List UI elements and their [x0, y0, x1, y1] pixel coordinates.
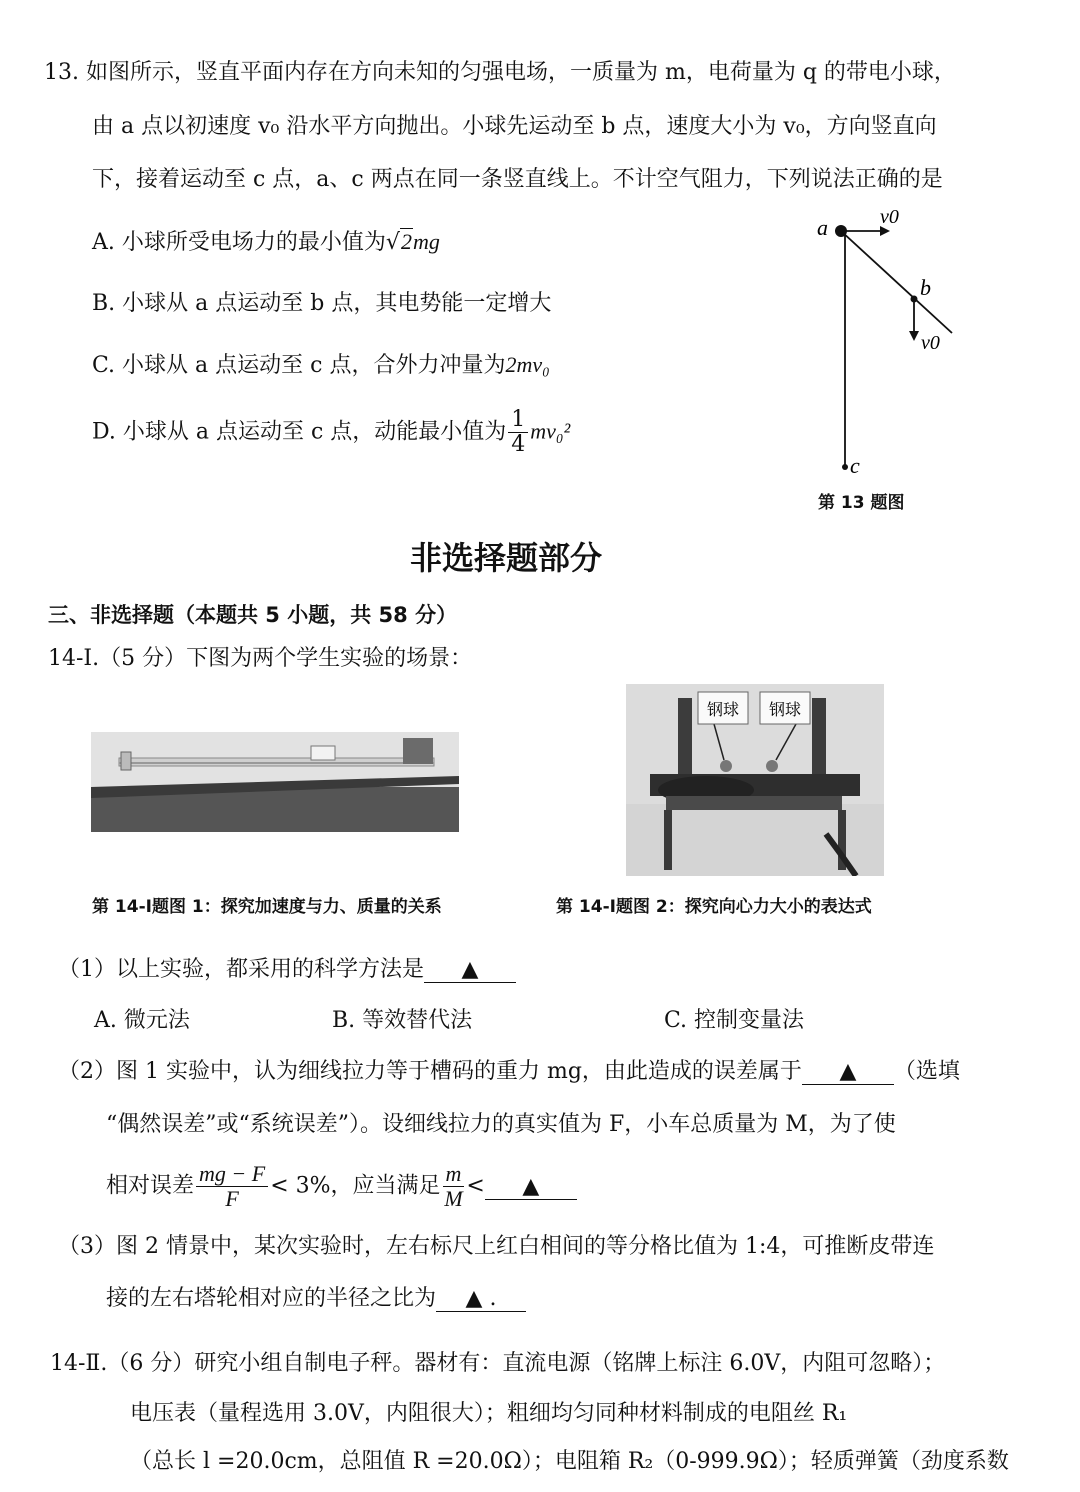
q13-number: 13.: [44, 60, 79, 85]
label-b: b: [920, 275, 931, 300]
q14-1-part3-line1: （3）图 2 情景中，某次实验时，左右标尺上红白相间的等分格比值为 1:4，可推断皮带连: [58, 1234, 935, 1259]
label-v0-vertical: v0: [921, 332, 940, 354]
q13-figure: [800, 195, 980, 475]
q13-option-c[interactable]: C. 小球从 a 点运动至 c 点，合外力冲量为2mv₀: [92, 352, 550, 378]
q14-2-line2: 电压表（量程选用 3.0V，内阻很大）；粗细均匀同种材料制成的电阻丝 R₁: [130, 1401, 848, 1426]
answer-blank[interactable]: ▲: [424, 958, 516, 983]
q13-text-line3: 下，接着运动至 c 点，a、c 两点在同一条竖直线上。不计空气阻力，下列说法正确的是: [92, 167, 943, 192]
q13-figure-caption: 第 13 题图: [818, 493, 905, 513]
q14-2-line3: （总长 l =20.0cm，总阻值 R =20.0Ω）；电阻箱 R₂（0-999.9Ω）；轻质弹簧（劲度系数: [130, 1449, 1009, 1474]
q13-option-d[interactable]: D. 小球从 a 点运动至 c 点，动能最小值为 $\frac{1}{4}$ mv₀²: [92, 407, 571, 457]
section-subtitle: 三、非选择题（本题共 5 小题，共 58 分）: [48, 603, 458, 627]
choice-c[interactable]: C. 控制变量法: [664, 1008, 805, 1033]
choice-a[interactable]: A. 微元法: [94, 1008, 190, 1033]
q14-1-part1: （1）以上实验，都采用的科学方法是 ▲: [58, 955, 516, 985]
q13-option-b[interactable]: B. 小球从 a 点运动至 b 点，其电势能一定增大: [92, 291, 552, 316]
label-steel-ball-right: 钢球: [768, 700, 802, 719]
fig1-caption: 第 14-Ⅰ题图 1：探究加速度与力、质量的关系: [92, 897, 442, 917]
q13-text-line2: 由 a 点以初速度 v₀ 沿水平方向抛出。小球先运动至 b 点，速度大小为 v₀，方向竖直向: [92, 114, 937, 139]
q13-text-line1: 如图所示，竖直平面内存在方向未知的匀强电场，一质量为 m，电荷量为 q 的带电小球，: [86, 60, 956, 85]
q14-1-intro: 14-Ⅰ.（5 分）下图为两个学生实验的场景：: [48, 646, 473, 671]
experiment-photo-2: [626, 684, 884, 876]
section-title: 非选择题部分: [410, 539, 603, 577]
fig2-caption: 第 14-Ⅰ题图 2：探究向心力大小的表达式: [556, 897, 872, 917]
sqrt-symbol: √2: [385, 229, 412, 255]
mass-ratio-fraction: $\frac{m}{M}$: [444, 1161, 463, 1211]
q13-line1: [44, 58, 956, 88]
q14-1-part2-line1: （2）图 1 实验中，认为细线拉力等于槽码的重力 mg，由此造成的误差属于 ▲ （选填: [58, 1059, 960, 1084]
label-c: c: [850, 453, 860, 475]
q14-2-line1: 14-Ⅱ.（6 分）研究小组自制电子秤。器材有：直流电源（铭牌上标注 6.0V，内阻可忽略）；: [50, 1351, 946, 1376]
label-v0-horizontal: v0: [880, 206, 899, 228]
experiment-photo-1: [91, 732, 459, 832]
label-steel-ball-left: 钢球: [706, 700, 740, 719]
q14-1-part2-line3: 相对误差 $\frac{mg - F}{F}$ < 3%，应当满足 $\frac{m}{M}$ < ▲: [106, 1162, 577, 1211]
label-a: a: [817, 215, 828, 240]
q14-1-part3-line2: 接的左右塔轮相对应的半径之比为 ▲ .: [106, 1284, 526, 1314]
answer-blank[interactable]: ▲: [485, 1175, 577, 1200]
answer-blank[interactable]: ▲: [802, 1060, 894, 1085]
choice-b[interactable]: B. 等效替代法: [332, 1008, 473, 1033]
fraction: $\frac{1}{4}$: [508, 408, 528, 457]
relative-error-fraction: $\frac{mg - F}{F}$: [196, 1162, 268, 1211]
q14-1-part2-line2: “偶然误差”或“系统误差”）。设细线拉力的真实值为 F，小车总质量为 M，为了使: [106, 1112, 896, 1137]
q13-option-a[interactable]: A. 小球所受电场力的最小值为√2mg: [92, 227, 440, 258]
answer-blank[interactable]: ▲ .: [436, 1287, 526, 1312]
